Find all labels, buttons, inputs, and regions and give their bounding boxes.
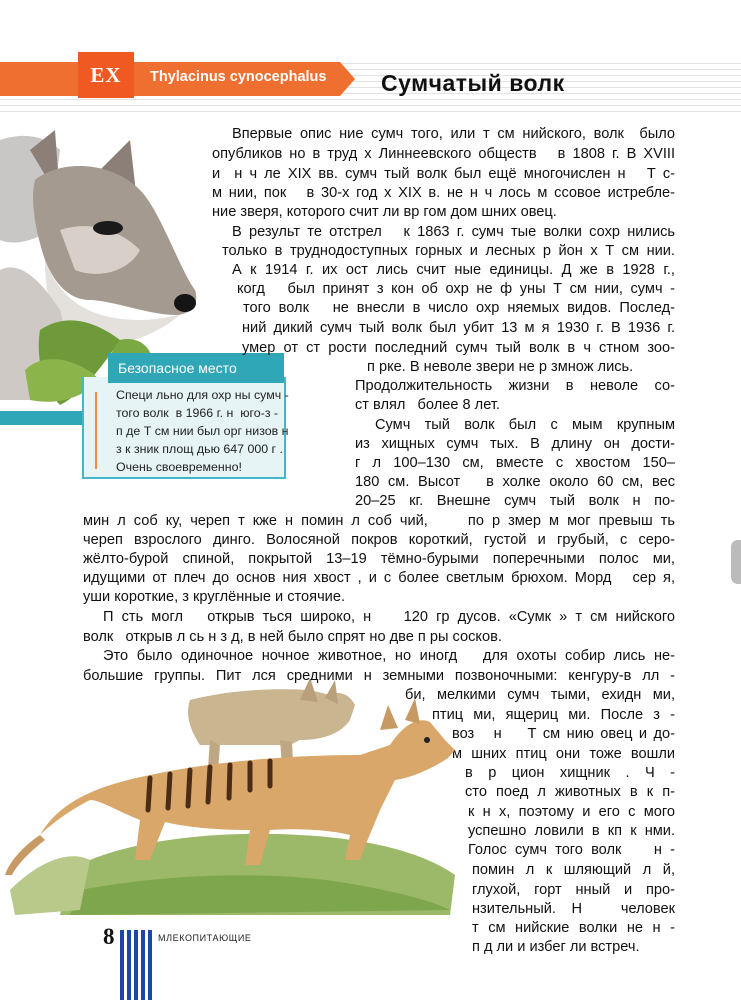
body-line: ний дикий сумч тый волк был убит 13 м я 1930 г. В 1936 г. (242, 320, 675, 336)
body-line: сто поед л животных в к п- (465, 784, 675, 800)
footer-stripe (148, 930, 152, 1000)
body-line: би, мелкими сумч тыми, ехидн ми, (405, 687, 675, 703)
body-line: 180 см. Высот в холке около 60 см, вес (355, 474, 675, 490)
body-line: к н х, поэтому и его с мого (468, 804, 675, 820)
body-line: глухой, горт нный и про- (472, 882, 675, 898)
body-line: успешно ловили в кп к нми. (468, 823, 675, 839)
sidebar-line: п де Т см нии был орг низов н (116, 424, 289, 438)
body-line: п рке. В неволе звери не р змнож лись. (367, 359, 634, 375)
footer-stripe (141, 930, 145, 1000)
body-line: череп взрослого динго. Волосяной покров короткий, густой и грубый, с серо- (83, 532, 675, 548)
body-line: ние зверя, которого счит ли вр гом дом шних овец. (212, 204, 557, 220)
body-line: 20–25 кг. Внешне сумч тый волк н по- (355, 493, 675, 509)
body-line: и н ч ле XIX вв. сумч тый волк был ещё многочислен н Т с- (212, 166, 675, 182)
footer-stripe (134, 930, 138, 1000)
sidebar-line: з к зник площ дью 647 000 г . (116, 442, 283, 456)
body-line: большие группы. Пит лся средними н земными позвоночными: кенгуру-в лл - (83, 668, 675, 684)
sidebar-heading: Безопасное место (108, 353, 284, 383)
body-line: помин л к шляющий л й, (472, 862, 675, 878)
page-edge-tab (731, 540, 741, 584)
sidebar-line: того волк в 1966 г. н юго-з - (116, 406, 279, 420)
body-line: жёлто-бурой спиной, покрытой 13–19 тёмно-бурыми поперечными полос ми, (83, 551, 675, 567)
body-line: Это было одиночное ночное животное, но иногд для охоты собир лись не- (103, 648, 675, 664)
body-line: того волк не внесли в число охр няемых видов. Послед- (243, 300, 675, 316)
sidebar-line: Очень своевременно! (116, 460, 242, 474)
body-line: п д ли и избег ли встреч. (472, 939, 640, 955)
body-line: из хищных сумч тых. В длину он дости- (355, 436, 675, 452)
body-line: м шних птиц они тоже вошли (452, 746, 675, 762)
body-line: Сумч тый волк был с мым крупным (375, 417, 675, 433)
body-line: только в труднодоступных горных и лесных р йон х Т см нии. (222, 243, 675, 259)
body-line: А к 1914 г. их ост лись счит ные единицы. Д же в 1928 г., (232, 262, 675, 278)
footer-stripe (120, 930, 124, 1000)
section-tag: EX (78, 52, 134, 98)
page-number: 8 (103, 924, 115, 949)
sidebar-line: Специ льно для охр ны сумч - (116, 388, 289, 402)
footer-stripe (127, 930, 131, 1000)
body-line: опубликов но в труд х Линнеевского обществ в 1808 г. В XVIII (212, 146, 675, 162)
body-line: т см нийские волки не н - (472, 920, 675, 936)
thylacine-pair-illustration (0, 660, 470, 920)
body-line: нзительный. Н человек (472, 901, 675, 917)
body-line: Голос сумч того волк н - (468, 842, 675, 858)
body-line: м нии, пок в 30-х год х XIX в. не н ч лось м ссовое истребле- (212, 185, 675, 201)
body-line: идущими от плеч до основ ния хвост , и с более светлым брюхом. Морд сер я, (83, 570, 675, 586)
body-line: П сть могл открыв ться широко, н 120 гр дусов. «Сумк » т см нийского (103, 609, 675, 625)
body-line: волк открыв л сь н з д, в ней было спрят но две п ры сосков. (83, 629, 502, 645)
body-line: г л 100–130 см, вместе с хвостом 150– (355, 455, 675, 471)
body-line: когд был принят з кон об охр не ф уны Т см нии, сумч - (237, 281, 675, 297)
sidebar-rule (95, 392, 97, 469)
body-line: птиц ми, ящериц ми. После з - (432, 707, 675, 723)
body-line: Продолжительность жизни в неволе со- (355, 378, 675, 394)
sidebar-accent-bar (0, 411, 94, 425)
body-line: В результ те отстрел к 1863 г. сумч тые волки сохр нились (232, 224, 675, 240)
page-title: Сумчатый волк (381, 70, 565, 96)
body-line: ст влял более 8 лет. (355, 397, 500, 413)
body-line: умер от ст рости последний сумч тый волк в ч стном зоо- (242, 340, 675, 356)
section-label: МЛЕКОПИТАЮЩИЕ (158, 933, 252, 943)
body-line: Впервые опис ние сумч того, или т см нийского, волк было (232, 126, 675, 142)
latin-name: Thylacinus cynocephalus (150, 69, 327, 85)
body-line: воз н Т см нию овец и до- (452, 726, 675, 742)
body-line: в р цион хищник . Ч - (465, 765, 675, 781)
body-line: мин л соб ку, череп т кже н помин л соб чий, по р змер м мог превыш ть (83, 513, 675, 529)
body-line: уши короткие, з круглённые и стоячие. (83, 589, 345, 605)
